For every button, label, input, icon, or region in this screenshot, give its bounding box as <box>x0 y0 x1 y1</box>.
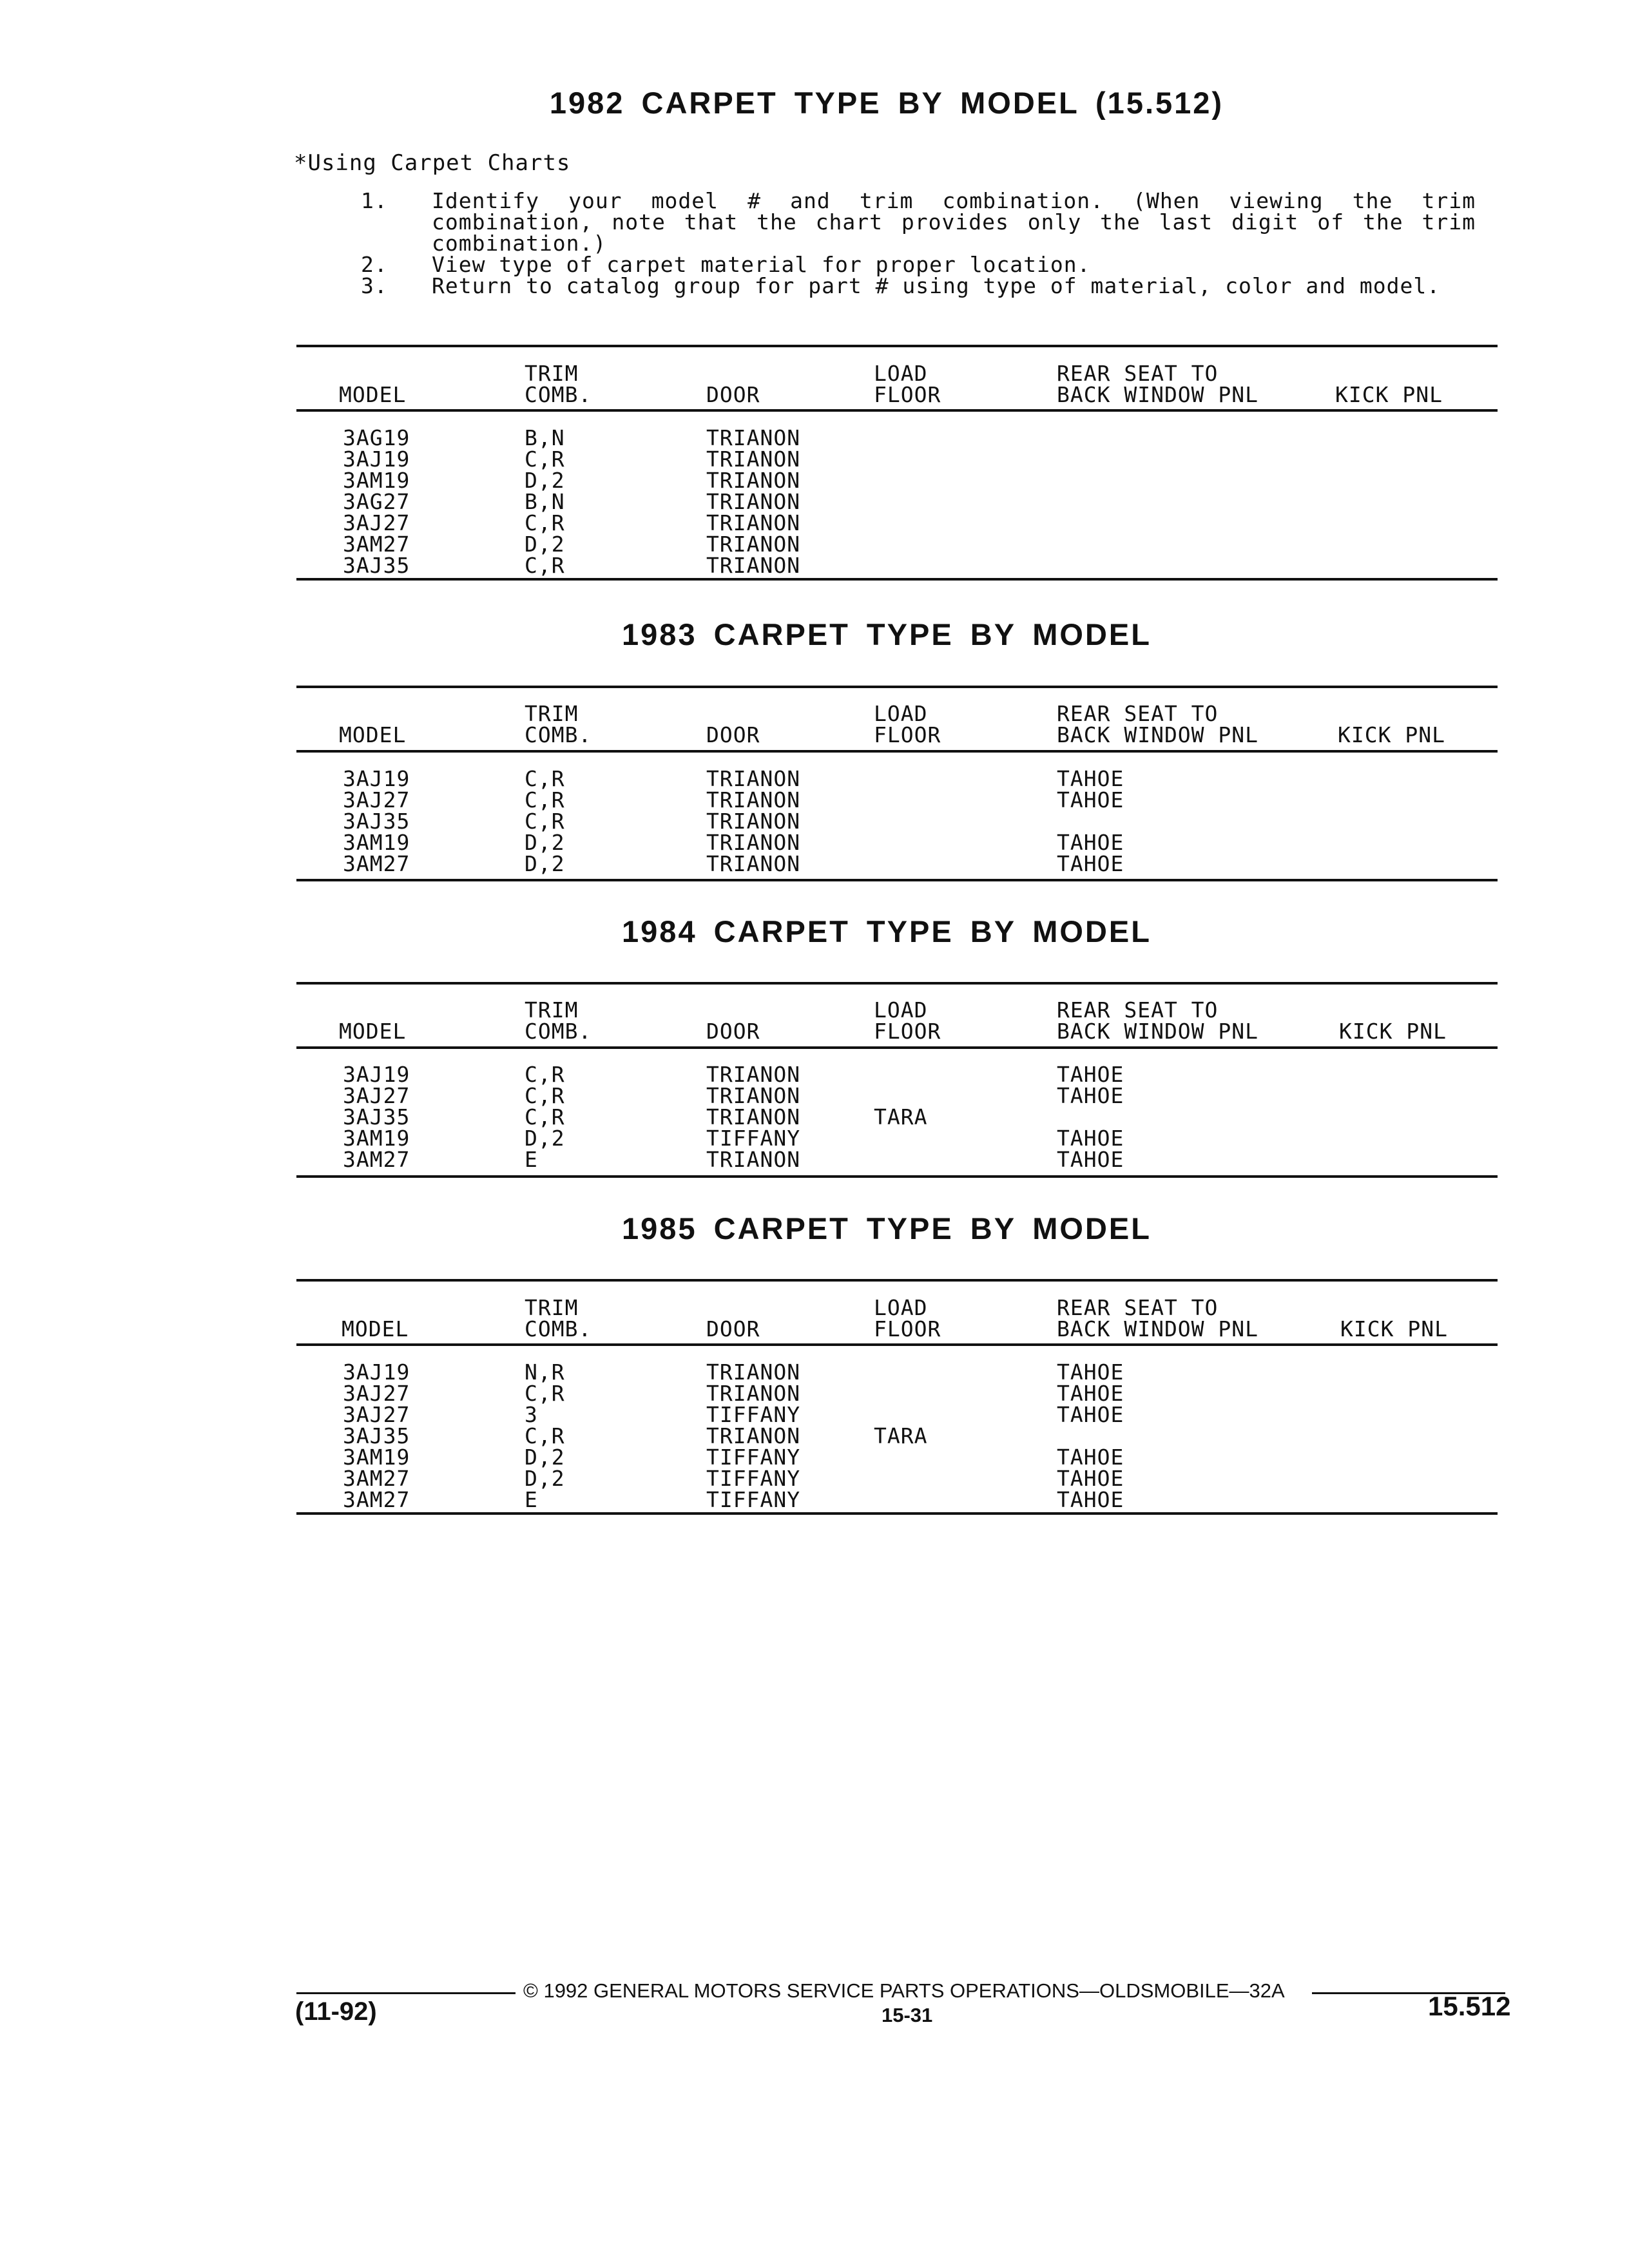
door-cell: TRIANON <box>706 787 801 812</box>
table-row <box>296 555 1498 576</box>
column-header-door: DOOR <box>706 1019 760 1044</box>
column-header-rear-seat: REAR SEAT TO <box>1057 701 1219 726</box>
trim-comb-cell: B,N <box>525 425 565 450</box>
table-rule <box>296 409 1498 412</box>
column-header-door: DOOR <box>706 382 760 407</box>
rear-seat-cell: TAHOE <box>1057 766 1124 791</box>
table-row <box>296 1383 1498 1404</box>
trim-comb-cell: D,2 <box>525 468 565 493</box>
table-row <box>296 1085 1498 1106</box>
table-rule <box>296 1046 1498 1049</box>
trim-comb-cell: E <box>525 1147 538 1172</box>
door-cell: TRIANON <box>706 468 801 493</box>
table-body <box>296 1361 1498 1510</box>
footer-date: (11-92) <box>295 1997 377 2026</box>
model-cell: 3AM27 <box>343 1147 410 1172</box>
trim-comb-cell: C,R <box>525 1381 565 1406</box>
instruction-text: View type of carpet material for proper location. <box>432 252 1091 277</box>
column-header-trim: TRIM <box>525 361 579 386</box>
table-body <box>296 768 1498 874</box>
carpet-table-1982 <box>296 345 1498 583</box>
table-rule <box>296 750 1498 753</box>
rear-seat-cell: TAHOE <box>1057 1083 1124 1108</box>
column-header-load: LOAD <box>874 997 928 1023</box>
instruction-text: Identify your model # and trim combination. (When viewing the trim combination, note that the chart provides only the last digit of the trim combination.) <box>432 188 1476 256</box>
instruction-number: 3. <box>361 273 388 298</box>
model-cell: 3AJ35 <box>343 553 410 578</box>
column-header-kick: KICK PNL <box>1339 1019 1447 1044</box>
table-row <box>296 1404 1498 1425</box>
trim-comb-cell: D,2 <box>525 1466 565 1491</box>
table-row <box>296 1425 1498 1446</box>
rear-seat-cell: TAHOE <box>1057 1445 1124 1470</box>
trim-comb-cell: 3 <box>525 1402 538 1427</box>
table-rule <box>296 1175 1498 1178</box>
door-cell: TRIANON <box>706 1104 801 1129</box>
trim-comb-cell: D,2 <box>525 1126 565 1151</box>
column-header-rear-seat: REAR SEAT TO <box>1057 361 1219 386</box>
door-cell: TRIANON <box>706 1083 801 1108</box>
model-cell: 3AJ35 <box>343 1423 410 1448</box>
rear-seat-cell: TAHOE <box>1057 1402 1124 1427</box>
table-row <box>296 811 1498 832</box>
door-cell: TIFFANY <box>706 1445 801 1470</box>
column-header-kick: KICK PNL <box>1338 722 1445 747</box>
model-cell: 3AJ27 <box>343 1083 410 1108</box>
column-header-rear-seat: REAR SEAT TO <box>1057 1295 1219 1320</box>
model-cell: 3AM19 <box>343 468 410 493</box>
trim-comb-cell: C,R <box>525 1083 565 1108</box>
trim-comb-cell: D,2 <box>525 851 565 876</box>
door-cell: TRIANON <box>706 1360 801 1385</box>
rear-seat-cell: TAHOE <box>1057 1381 1124 1406</box>
door-cell: TIFFANY <box>706 1126 801 1151</box>
table-row <box>296 1468 1498 1489</box>
column-header-back-window: BACK WINDOW PNL <box>1057 722 1259 747</box>
table-rule <box>296 1343 1498 1346</box>
table-row <box>296 1064 1498 1085</box>
door-cell: TIFFANY <box>706 1402 801 1427</box>
model-cell: 3AJ35 <box>343 809 410 834</box>
table-rule <box>296 345 1498 347</box>
load-floor-cell: TARA <box>874 1104 928 1129</box>
column-header-model: MODEL <box>339 1019 407 1044</box>
column-header-rear-seat: REAR SEAT TO <box>1057 997 1219 1023</box>
table-row <box>296 789 1498 811</box>
door-cell: TRIANON <box>706 1423 801 1448</box>
door-cell: TRIANON <box>706 553 801 578</box>
carpet-table-1983 <box>296 686 1498 885</box>
column-header-load: LOAD <box>874 701 928 726</box>
trim-comb-cell: C,R <box>525 553 565 578</box>
table-row <box>296 427 1498 448</box>
door-cell: TRIANON <box>706 425 801 450</box>
door-cell: TRIANON <box>706 809 801 834</box>
column-header-load: LOAD <box>874 1295 928 1320</box>
rear-seat-cell: TAHOE <box>1057 1487 1124 1512</box>
rear-seat-cell: TAHOE <box>1057 787 1124 812</box>
trim-comb-cell: C,R <box>525 787 565 812</box>
model-cell: 3AJ19 <box>343 766 410 791</box>
section-title-1983: 1983 CARPET TYPE BY MODEL <box>622 617 1152 651</box>
trim-comb-cell: N,R <box>525 1360 565 1385</box>
model-cell: 3AJ35 <box>343 1104 410 1129</box>
column-header-back-window: BACK WINDOW PNL <box>1057 1019 1259 1044</box>
model-cell: 3AG27 <box>343 489 410 514</box>
model-cell: 3AJ19 <box>343 1062 410 1087</box>
column-header-floor: FLOOR <box>874 1019 941 1044</box>
column-header-trim: TRIM <box>525 701 579 726</box>
intro-heading: *Using Carpet Charts <box>294 150 571 176</box>
model-cell: 3AM19 <box>343 1126 410 1151</box>
rear-seat-cell: TAHOE <box>1057 1126 1124 1151</box>
instruction-number: 1. <box>361 188 388 213</box>
table-rule <box>296 578 1498 581</box>
trim-comb-cell: C,R <box>525 1104 565 1129</box>
table-row <box>296 1489 1498 1510</box>
table-row <box>296 1106 1498 1128</box>
door-cell: TRIANON <box>706 1062 801 1087</box>
column-header-comb: COMB. <box>525 722 592 747</box>
trim-comb-cell: C,R <box>525 447 565 472</box>
column-header-door: DOOR <box>706 1316 760 1341</box>
door-cell: TRIANON <box>706 766 801 791</box>
instruction-item <box>361 254 1482 275</box>
door-cell: TIFFANY <box>706 1487 801 1512</box>
column-header-load: LOAD <box>874 361 928 386</box>
model-cell: 3AM27 <box>343 1487 410 1512</box>
model-cell: 3AJ27 <box>343 510 410 535</box>
model-cell: 3AJ27 <box>343 1402 410 1427</box>
model-cell: 3AM27 <box>343 1466 410 1491</box>
table-body <box>296 427 1498 576</box>
instruction-item <box>361 190 1482 254</box>
section-title-1984: 1984 CARPET TYPE BY MODEL <box>622 914 1152 948</box>
door-cell: TRIANON <box>706 489 801 514</box>
instruction-number: 2. <box>361 252 388 277</box>
table-row <box>296 1149 1498 1170</box>
footer-copyright: © 1992 GENERAL MOTORS SERVICE PARTS OPERATIONS—OLDSMOBILE—32A <box>523 1979 1285 2002</box>
column-header-floor: FLOOR <box>874 722 941 747</box>
door-cell: TRIANON <box>706 830 801 855</box>
table-row <box>296 768 1498 789</box>
instruction-item <box>361 275 1482 296</box>
instruction-list <box>361 190 1482 296</box>
column-header-model: MODEL <box>339 382 407 407</box>
trim-comb-cell: D,2 <box>525 532 565 557</box>
model-cell: 3AJ19 <box>343 447 410 472</box>
table-body <box>296 1064 1498 1170</box>
model-cell: 3AJ19 <box>343 1360 410 1385</box>
table-rule <box>296 1512 1498 1515</box>
door-cell: TRIANON <box>706 851 801 876</box>
trim-comb-cell: C,R <box>525 1062 565 1087</box>
instruction-text: Return to catalog group for part # using type of material, color and model. <box>432 273 1441 298</box>
door-cell: TRIANON <box>706 510 801 535</box>
trim-comb-cell: E <box>525 1487 538 1512</box>
rear-seat-cell: TAHOE <box>1057 1147 1124 1172</box>
table-row <box>296 1128 1498 1149</box>
table-row <box>296 853 1498 874</box>
model-cell: 3AG19 <box>343 425 410 450</box>
column-header-back-window: BACK WINDOW PNL <box>1057 382 1259 407</box>
column-header-door: DOOR <box>706 722 760 747</box>
door-cell: TIFFANY <box>706 1466 801 1491</box>
column-header-model: MODEL <box>342 1316 409 1341</box>
rear-seat-cell: TAHOE <box>1057 1360 1124 1385</box>
table-row <box>296 1361 1498 1383</box>
footer-rule-left <box>296 1992 516 1994</box>
column-header-trim: TRIM <box>525 1295 579 1320</box>
column-header-model: MODEL <box>339 722 407 747</box>
rear-seat-cell: TAHOE <box>1057 830 1124 855</box>
carpet-table-1985 <box>296 1279 1498 1517</box>
table-row <box>296 533 1498 555</box>
column-header-floor: FLOOR <box>874 1316 941 1341</box>
trim-comb-cell: C,R <box>525 1423 565 1448</box>
table-rule <box>296 879 1498 881</box>
door-cell: TRIANON <box>706 447 801 472</box>
trim-comb-cell: D,2 <box>525 830 565 855</box>
page-title: 1982 CARPET TYPE BY MODEL (15.512) <box>549 86 1224 120</box>
table-row <box>296 1446 1498 1468</box>
rear-seat-cell: TAHOE <box>1057 1062 1124 1087</box>
section-title-1985: 1985 CARPET TYPE BY MODEL <box>622 1211 1152 1245</box>
table-row <box>296 512 1498 533</box>
carpet-table-1984 <box>296 982 1498 1182</box>
model-cell: 3AJ27 <box>343 787 410 812</box>
trim-comb-cell: D,2 <box>525 1445 565 1470</box>
door-cell: TRIANON <box>706 532 801 557</box>
column-header-back-window: BACK WINDOW PNL <box>1057 1316 1259 1341</box>
table-row <box>296 470 1498 491</box>
column-header-comb: COMB. <box>525 382 592 407</box>
column-header-trim: TRIM <box>525 997 579 1023</box>
door-cell: TRIANON <box>706 1147 801 1172</box>
rear-seat-cell: TAHOE <box>1057 1466 1124 1491</box>
model-cell: 3AM27 <box>343 851 410 876</box>
column-header-comb: COMB. <box>525 1019 592 1044</box>
table-row <box>296 491 1498 512</box>
table-rule <box>296 982 1498 985</box>
trim-comb-cell: B,N <box>525 489 565 514</box>
column-header-comb: COMB. <box>525 1316 592 1341</box>
column-header-kick: KICK PNL <box>1340 1316 1448 1341</box>
table-row <box>296 448 1498 470</box>
footer-section-number: 15.512 <box>1428 1991 1511 2021</box>
footer-page-number: 15-31 <box>882 2004 933 2026</box>
model-cell: 3AM27 <box>343 532 410 557</box>
model-cell: 3AJ27 <box>343 1381 410 1406</box>
model-cell: 3AM19 <box>343 1445 410 1470</box>
table-row <box>296 832 1498 853</box>
trim-comb-cell: C,R <box>525 766 565 791</box>
rear-seat-cell: TAHOE <box>1057 851 1124 876</box>
trim-comb-cell: C,R <box>525 510 565 535</box>
column-header-kick: KICK PNL <box>1335 382 1443 407</box>
trim-comb-cell: C,R <box>525 809 565 834</box>
column-header-floor: FLOOR <box>874 382 941 407</box>
model-cell: 3AM19 <box>343 830 410 855</box>
door-cell: TRIANON <box>706 1381 801 1406</box>
load-floor-cell: TARA <box>874 1423 928 1448</box>
table-rule <box>296 686 1498 688</box>
table-rule <box>296 1279 1498 1282</box>
